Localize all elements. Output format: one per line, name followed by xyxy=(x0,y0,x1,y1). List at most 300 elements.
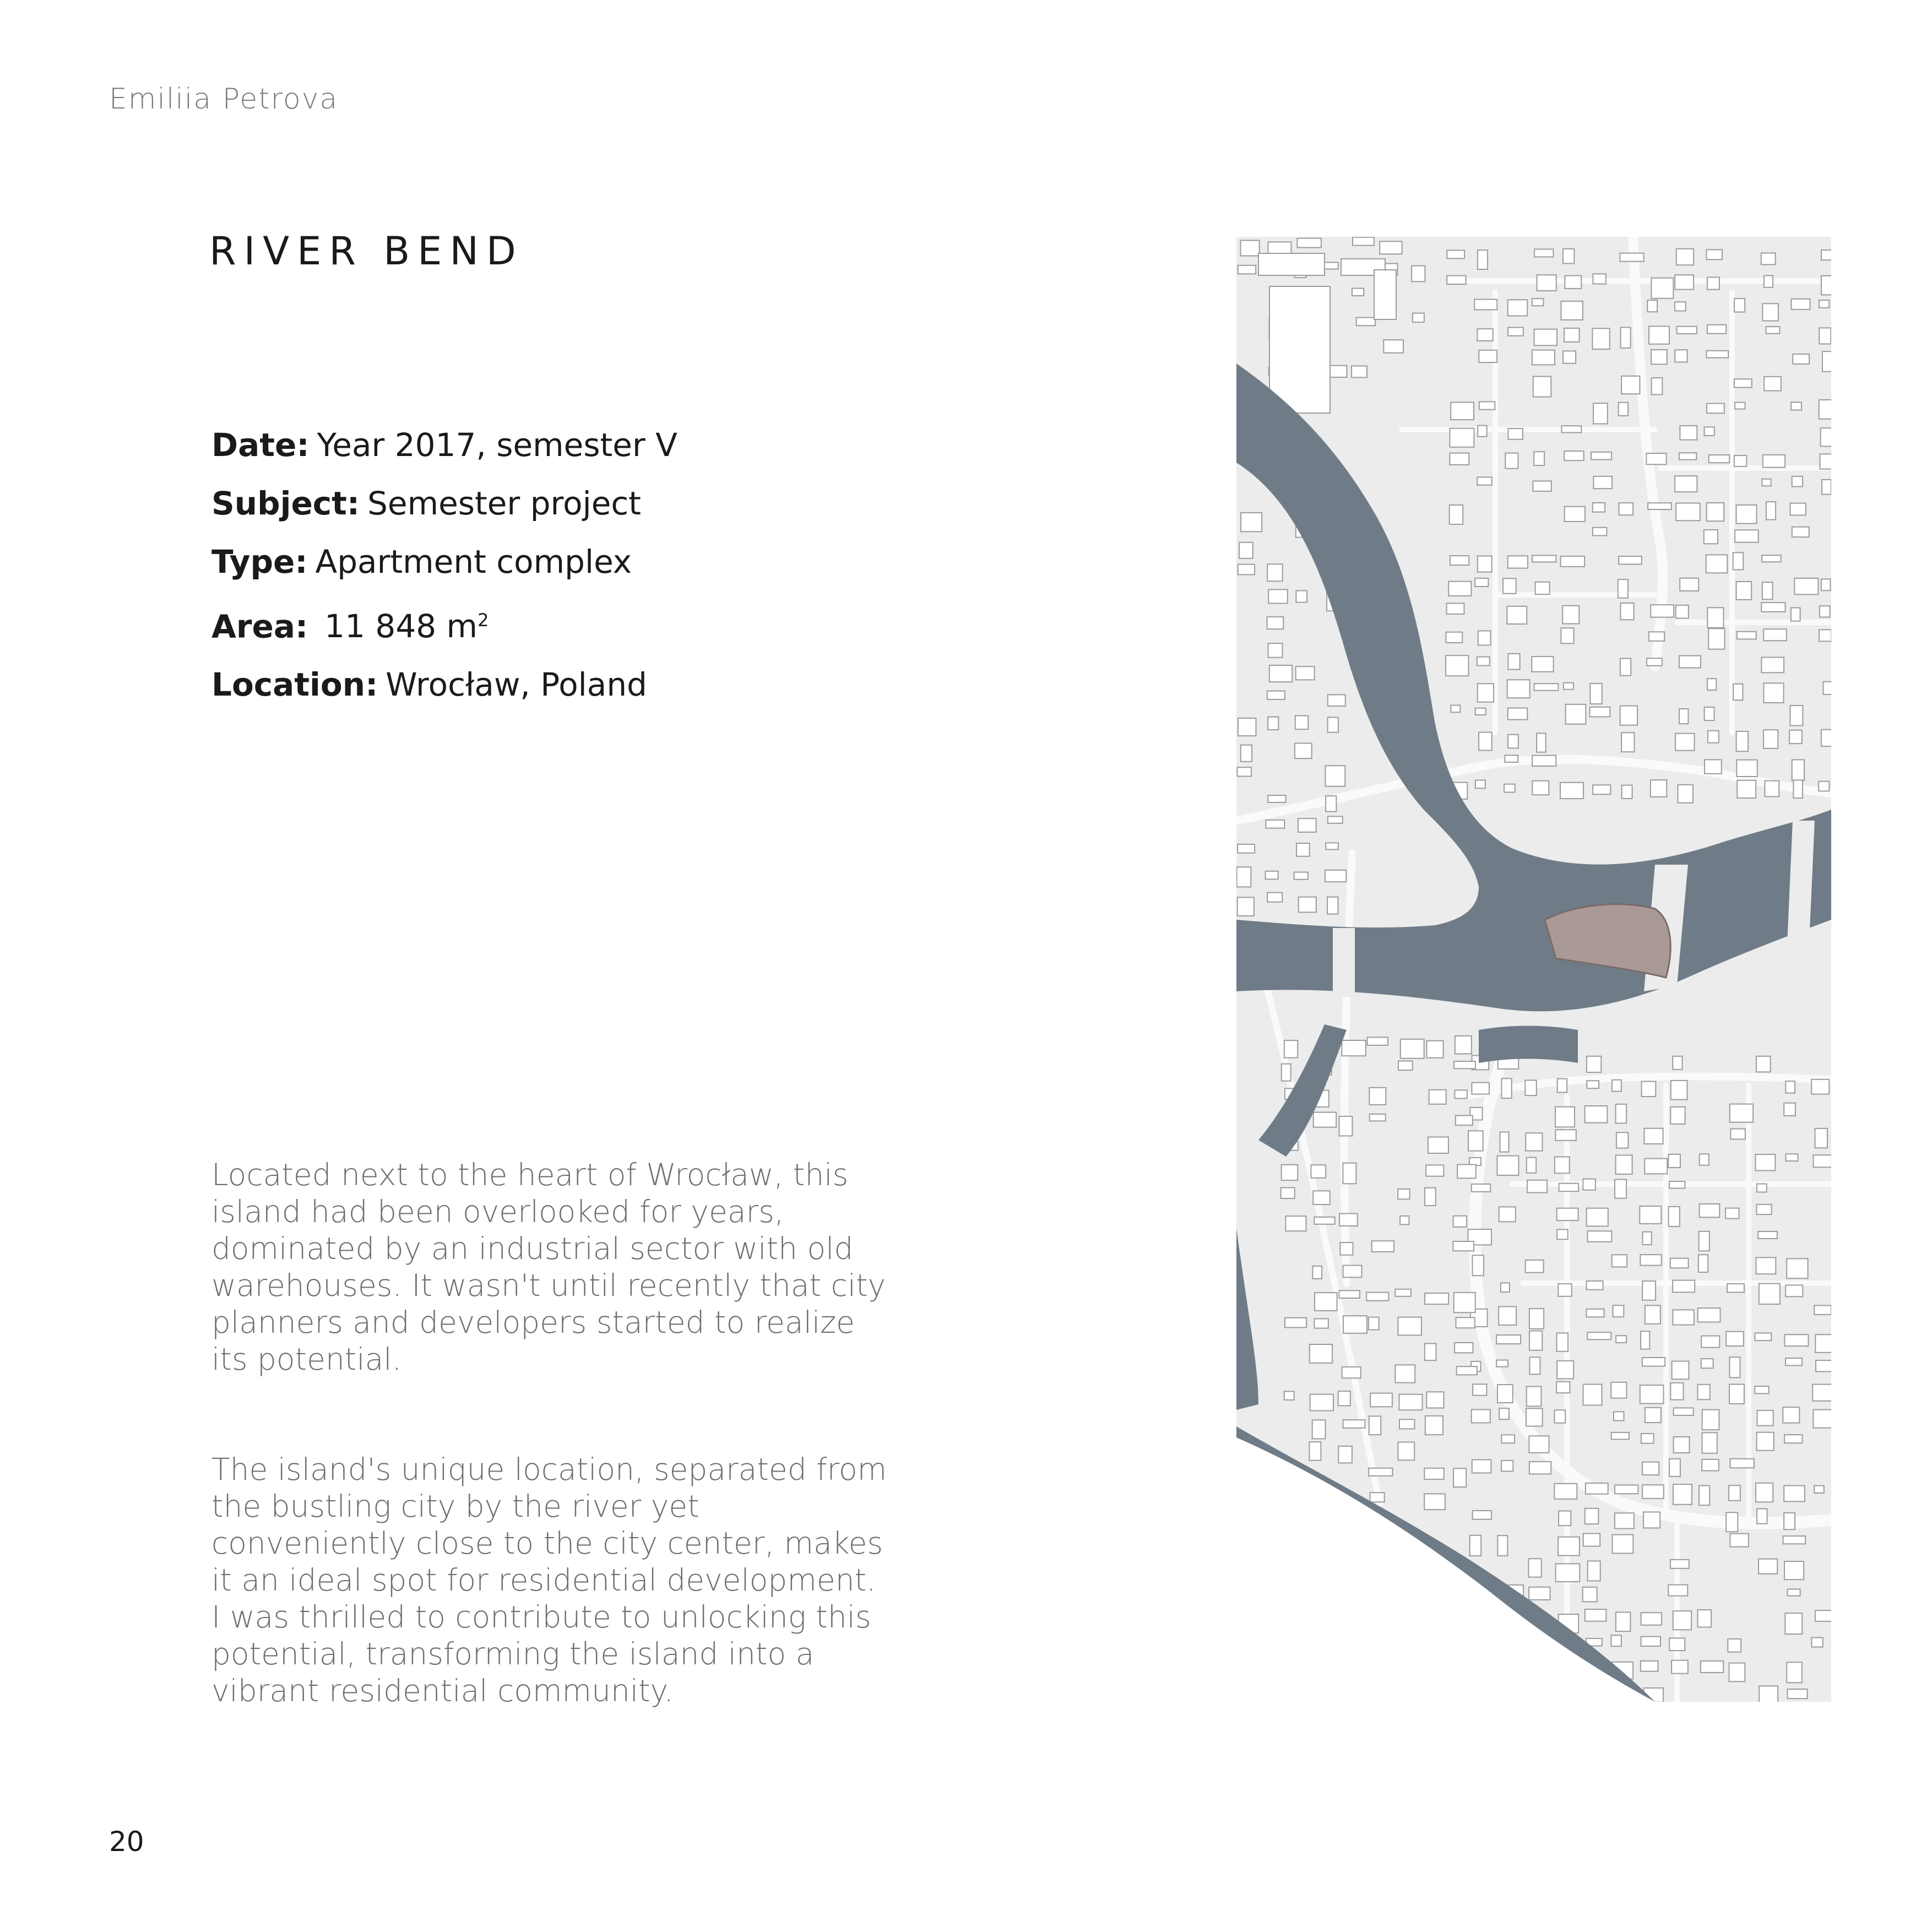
map-building xyxy=(1537,734,1546,752)
map-building xyxy=(1733,552,1744,569)
map-building xyxy=(1585,1609,1607,1621)
map-building xyxy=(1565,276,1581,289)
map-building xyxy=(1611,1432,1629,1440)
map-building xyxy=(1590,707,1610,717)
map-building xyxy=(1699,1231,1710,1251)
map-building xyxy=(1762,303,1778,321)
map-building xyxy=(1734,455,1746,466)
map-building xyxy=(1454,1061,1475,1068)
map-building xyxy=(1789,730,1802,744)
map-building xyxy=(1238,718,1256,736)
map-building xyxy=(1675,302,1686,311)
map-building xyxy=(1527,1158,1536,1173)
map-building xyxy=(1450,505,1463,524)
map-building xyxy=(1736,505,1757,524)
map-building xyxy=(1532,656,1553,672)
map-building xyxy=(1821,579,1831,590)
map-building xyxy=(1756,1154,1776,1170)
map-building xyxy=(1757,1432,1774,1451)
map-building xyxy=(1616,1155,1632,1174)
map-building xyxy=(1652,378,1663,394)
fact-area-label: Area: xyxy=(211,607,308,645)
map-building xyxy=(1763,455,1785,468)
map-building xyxy=(1706,555,1728,573)
map-building xyxy=(1564,683,1573,690)
map-building xyxy=(1707,404,1724,414)
map-building xyxy=(1241,513,1262,531)
map-building xyxy=(1527,1387,1542,1407)
map-building xyxy=(1819,300,1829,308)
map-building xyxy=(1790,705,1803,726)
map-building xyxy=(1478,250,1488,269)
map-building xyxy=(1815,1610,1831,1621)
map-building xyxy=(1557,1361,1573,1379)
fact-location-value: Wrocław, Poland xyxy=(386,666,647,704)
map-building xyxy=(1338,1446,1352,1463)
fact-area xyxy=(211,591,677,655)
map-building xyxy=(1669,1181,1685,1188)
map-building xyxy=(1641,1331,1649,1349)
map-building xyxy=(1592,328,1609,349)
map-building xyxy=(1586,1483,1608,1494)
map-building xyxy=(1735,530,1759,542)
fact-subject-value: Semester project xyxy=(367,485,642,522)
map-building xyxy=(1366,1293,1388,1301)
map-building xyxy=(1554,1484,1577,1499)
map-building xyxy=(1698,1308,1721,1322)
map-building xyxy=(1588,1561,1600,1581)
map-building xyxy=(1325,766,1345,786)
map-building xyxy=(1455,1090,1467,1098)
map-building xyxy=(1736,731,1749,751)
map-building xyxy=(1298,818,1316,832)
map-building xyxy=(1284,1391,1294,1400)
map-building xyxy=(1401,1039,1424,1059)
map-building xyxy=(1819,328,1831,344)
map-building xyxy=(1557,1208,1578,1220)
map-building xyxy=(1593,785,1610,794)
map-building xyxy=(1532,781,1549,795)
map-building xyxy=(1353,237,1374,246)
map-building xyxy=(1564,451,1583,460)
map-building xyxy=(1620,253,1643,262)
map-building xyxy=(1281,1188,1295,1199)
map-building xyxy=(1704,530,1718,544)
map-building xyxy=(1478,631,1491,645)
map-building xyxy=(1555,1130,1576,1141)
map-building xyxy=(1426,1165,1443,1176)
map-building xyxy=(1640,1255,1661,1266)
map-building xyxy=(1616,1104,1627,1124)
map-building xyxy=(1821,276,1831,295)
map-building xyxy=(1398,1317,1421,1336)
fact-subject xyxy=(211,474,677,533)
map-building xyxy=(1561,301,1583,320)
map-building xyxy=(1675,476,1697,492)
map-building xyxy=(1587,1056,1601,1072)
map-building xyxy=(1701,1359,1713,1368)
map-building xyxy=(1559,1184,1579,1192)
map-building xyxy=(1668,1585,1687,1596)
map-building xyxy=(1651,350,1667,364)
map-building xyxy=(1641,1637,1661,1647)
map-building xyxy=(1766,502,1776,520)
map-building xyxy=(1563,249,1574,264)
map-building xyxy=(1649,632,1664,641)
map-building xyxy=(1369,1468,1393,1476)
map-building xyxy=(1734,379,1752,387)
map-building xyxy=(1784,1435,1802,1443)
map-building xyxy=(1532,299,1544,306)
map-building xyxy=(1583,1385,1602,1405)
map-building xyxy=(1619,556,1642,565)
map-building xyxy=(1651,605,1674,617)
map-building xyxy=(1765,781,1779,797)
map-building xyxy=(1813,1410,1831,1428)
map-building xyxy=(1501,1078,1511,1098)
map-building xyxy=(1766,327,1780,334)
map-building xyxy=(1673,1484,1692,1505)
map-building xyxy=(1508,428,1523,439)
map-building xyxy=(1532,555,1556,562)
map-building xyxy=(1457,1165,1476,1179)
map-building xyxy=(1237,867,1251,887)
map-building xyxy=(1497,1385,1513,1403)
map-building xyxy=(1791,608,1800,621)
map-building xyxy=(1679,709,1688,724)
map-building xyxy=(1450,428,1474,447)
map-building xyxy=(1400,1216,1409,1225)
map-building xyxy=(1267,617,1284,629)
map-building xyxy=(1269,665,1292,682)
map-building xyxy=(1267,691,1285,699)
map-building xyxy=(1680,578,1698,591)
map-building xyxy=(1559,1511,1571,1526)
map-building xyxy=(1555,1662,1577,1679)
map-building xyxy=(1815,1128,1828,1148)
map-building xyxy=(1613,1535,1633,1554)
map-building xyxy=(1557,1229,1568,1239)
fact-location xyxy=(211,655,677,714)
map-building xyxy=(1529,1331,1542,1350)
map-building xyxy=(1619,403,1629,416)
map-building xyxy=(1425,1293,1448,1304)
map-building xyxy=(1499,1306,1516,1325)
map-building xyxy=(1479,401,1495,409)
map-building xyxy=(1562,606,1579,624)
fact-date-label: Date: xyxy=(211,426,310,464)
map-building xyxy=(1680,426,1697,440)
map-building xyxy=(1399,1419,1415,1429)
map-building xyxy=(1706,351,1728,358)
map-building xyxy=(1761,658,1784,673)
map-building xyxy=(1472,1184,1491,1192)
map-building xyxy=(1448,582,1471,596)
map-building xyxy=(1338,1391,1350,1406)
map-building xyxy=(1505,755,1518,762)
map-building xyxy=(1478,683,1494,702)
map-building xyxy=(1729,1663,1745,1682)
map-building xyxy=(1529,1462,1551,1474)
map-building xyxy=(1761,253,1776,264)
map-building xyxy=(1238,767,1252,776)
map-building xyxy=(1783,1407,1799,1423)
map-building xyxy=(1558,1537,1580,1556)
map-building xyxy=(1503,578,1516,593)
map-building xyxy=(1619,503,1633,515)
map-building xyxy=(1352,289,1364,296)
map-building xyxy=(1339,1214,1358,1227)
map-building xyxy=(1669,1638,1685,1651)
map-building xyxy=(1537,275,1556,291)
map-building xyxy=(1328,718,1338,732)
map-building xyxy=(1529,1309,1544,1329)
map-building xyxy=(1557,1333,1569,1351)
map-building xyxy=(1676,249,1694,265)
map-building xyxy=(1369,1088,1386,1105)
map-building xyxy=(1701,1336,1719,1348)
map-building xyxy=(1352,366,1367,377)
map-building xyxy=(1612,1080,1621,1092)
map-building xyxy=(1500,1132,1509,1152)
map-building xyxy=(1642,1485,1664,1499)
fact-subject-label: Subject: xyxy=(211,485,360,522)
map-building xyxy=(1705,707,1714,720)
map-building xyxy=(1820,454,1832,469)
map-building xyxy=(1759,1686,1778,1702)
map-building xyxy=(1585,1106,1608,1123)
map-building xyxy=(1730,1129,1745,1139)
map-building xyxy=(1451,705,1460,713)
map-building xyxy=(1698,1255,1708,1272)
map-building xyxy=(1736,582,1752,600)
map-building xyxy=(1640,1206,1661,1224)
map-building xyxy=(1499,1207,1516,1222)
map-building-large xyxy=(1374,270,1396,319)
map-building xyxy=(1651,278,1673,299)
map-building xyxy=(1733,684,1743,700)
map-building xyxy=(1500,1636,1521,1644)
map-building xyxy=(1479,350,1497,362)
map-building xyxy=(1591,452,1611,460)
map-building xyxy=(1593,503,1605,512)
map-building xyxy=(1508,735,1518,748)
map-building xyxy=(1669,1207,1680,1227)
map-building xyxy=(1762,555,1781,562)
map-building xyxy=(1730,1534,1749,1547)
map-building xyxy=(1504,784,1515,793)
map-building xyxy=(1734,299,1745,312)
map-building xyxy=(1473,1384,1486,1395)
map-building xyxy=(1644,1128,1663,1144)
map-building xyxy=(1508,654,1519,670)
map-building xyxy=(1268,589,1288,603)
map-building xyxy=(1327,897,1338,914)
map-building xyxy=(1294,872,1308,880)
map-building xyxy=(1697,1385,1710,1400)
map-building xyxy=(1791,402,1801,410)
map-building xyxy=(1285,1492,1309,1500)
map-building xyxy=(1455,1036,1472,1054)
map-building xyxy=(1615,1485,1638,1494)
map-building xyxy=(1295,716,1309,730)
map-building xyxy=(1398,1442,1414,1461)
map-building xyxy=(1340,1242,1353,1255)
map-building xyxy=(1642,1462,1659,1475)
map-building xyxy=(1282,1064,1291,1081)
map-building xyxy=(1425,1188,1436,1206)
fact-type-value: Apartment complex xyxy=(315,543,632,580)
map-building xyxy=(1651,780,1667,797)
map-building xyxy=(1763,683,1783,703)
map-building xyxy=(1702,1410,1719,1430)
map-building xyxy=(1268,795,1285,802)
map-building xyxy=(1583,1179,1595,1190)
map-building xyxy=(1496,1335,1521,1344)
map-building xyxy=(1611,1382,1626,1398)
map-building xyxy=(1427,1041,1443,1058)
map-building xyxy=(1670,1560,1689,1569)
map-building xyxy=(1642,1082,1656,1097)
site-map xyxy=(1236,237,1831,1702)
map-building xyxy=(1648,503,1671,509)
map-building xyxy=(1794,578,1818,595)
map-building xyxy=(1472,1083,1489,1094)
map-building xyxy=(1326,796,1336,811)
map-building xyxy=(1793,354,1809,364)
map-building xyxy=(1593,403,1608,424)
map-building xyxy=(1814,1486,1824,1493)
map-building xyxy=(1811,1079,1829,1094)
description-paragraph-1: Located next to the heart of Wrocław, this island had been overlooked for years, dominated by an industrial sector with old warehouses. It wasn't until recently that city planners and developers started to realize its potential. xyxy=(211,1157,886,1377)
map-building xyxy=(1763,629,1787,641)
map-building xyxy=(1819,629,1831,641)
map-building xyxy=(1727,1284,1744,1293)
map-building xyxy=(1647,300,1657,312)
map-building xyxy=(1756,1257,1776,1274)
map-building xyxy=(1238,844,1255,853)
map-building xyxy=(1470,1638,1484,1646)
map-building xyxy=(1583,1587,1597,1602)
map-building xyxy=(1472,1409,1490,1423)
map-building xyxy=(1412,266,1425,282)
map-building xyxy=(1500,1663,1522,1681)
map-building xyxy=(1342,1367,1361,1378)
map-building xyxy=(1566,704,1586,724)
map-building xyxy=(1784,1334,1808,1346)
map-building xyxy=(1446,632,1463,643)
map-building xyxy=(1707,249,1723,259)
map-building xyxy=(1705,427,1714,436)
map-building xyxy=(1241,241,1260,256)
map-building xyxy=(1819,400,1831,419)
map-building xyxy=(1315,1293,1337,1311)
map-building xyxy=(1587,1208,1608,1227)
map-building xyxy=(1730,1104,1753,1122)
map-building xyxy=(1673,1611,1691,1630)
map-building xyxy=(1793,780,1803,798)
map-building xyxy=(1587,1332,1611,1339)
map-building xyxy=(1507,606,1527,624)
map-building xyxy=(1527,1180,1547,1193)
map-building xyxy=(1761,603,1785,612)
map-building xyxy=(1238,897,1254,916)
map-building xyxy=(1470,1535,1481,1556)
map-building xyxy=(1475,578,1488,587)
map-building xyxy=(1613,1305,1624,1317)
map-building xyxy=(1309,1442,1321,1461)
map-building xyxy=(1670,1258,1689,1268)
map-building xyxy=(1296,843,1310,856)
map-building xyxy=(1616,1132,1629,1148)
map-building xyxy=(1759,1559,1777,1574)
map-building xyxy=(1241,745,1252,762)
map-building xyxy=(1616,1336,1626,1343)
map-building xyxy=(1673,1310,1694,1325)
map-building xyxy=(1478,556,1492,572)
map-building xyxy=(1298,238,1321,248)
project-facts xyxy=(211,416,677,714)
map-building xyxy=(1816,1360,1831,1371)
map-building xyxy=(1622,785,1632,799)
map-building xyxy=(1814,1155,1832,1167)
map-building xyxy=(1398,1189,1409,1199)
map-building xyxy=(1792,760,1804,781)
description-paragraph-2: The island's unique location, separated from the bustling city by the river yet conveniently close to the city center, makes it an ideal spot for residential development. I was thrilled to contribute to unlocking this potential, transforming the island into a vibrant residential community. xyxy=(211,1452,887,1708)
map-building xyxy=(1675,734,1695,751)
map-building xyxy=(1529,1587,1550,1600)
map-building xyxy=(1757,1509,1767,1524)
map-building xyxy=(1737,632,1756,639)
map-building xyxy=(1786,1154,1798,1161)
map-building xyxy=(1587,1081,1599,1088)
map-building xyxy=(1786,1358,1802,1365)
map-building xyxy=(1757,1204,1772,1214)
map-building xyxy=(1588,1231,1612,1242)
map-building xyxy=(1788,1589,1800,1595)
map-building xyxy=(1670,1383,1683,1400)
map-building xyxy=(1453,1216,1467,1227)
map-building xyxy=(1702,1459,1719,1471)
map-building xyxy=(1555,1157,1570,1174)
map-building xyxy=(1456,1317,1475,1328)
fact-location-label: Location: xyxy=(211,666,378,704)
map-building-large xyxy=(1269,286,1330,413)
map-building xyxy=(1534,329,1557,346)
map-building xyxy=(1311,1496,1321,1504)
map-building xyxy=(1649,326,1669,344)
map-building xyxy=(1533,481,1551,491)
map-building xyxy=(1496,1360,1508,1367)
map-building xyxy=(1501,1435,1515,1443)
map-building xyxy=(1525,1080,1537,1095)
map-building xyxy=(1708,628,1724,649)
map-building xyxy=(1555,1686,1569,1702)
map-building xyxy=(1674,1408,1694,1415)
map-building xyxy=(1787,1662,1802,1683)
map-building xyxy=(1526,1260,1544,1273)
map-building xyxy=(1730,1459,1754,1468)
map-building xyxy=(1477,477,1492,485)
map-building xyxy=(1557,1079,1567,1093)
map-building xyxy=(1811,1637,1822,1647)
map-building xyxy=(1399,1394,1423,1410)
map-building xyxy=(1672,1361,1689,1380)
map-building xyxy=(1729,1357,1740,1377)
map-building xyxy=(1478,426,1487,437)
author-name: Emiliia Petrova xyxy=(109,83,339,116)
map-building xyxy=(1784,1513,1795,1529)
